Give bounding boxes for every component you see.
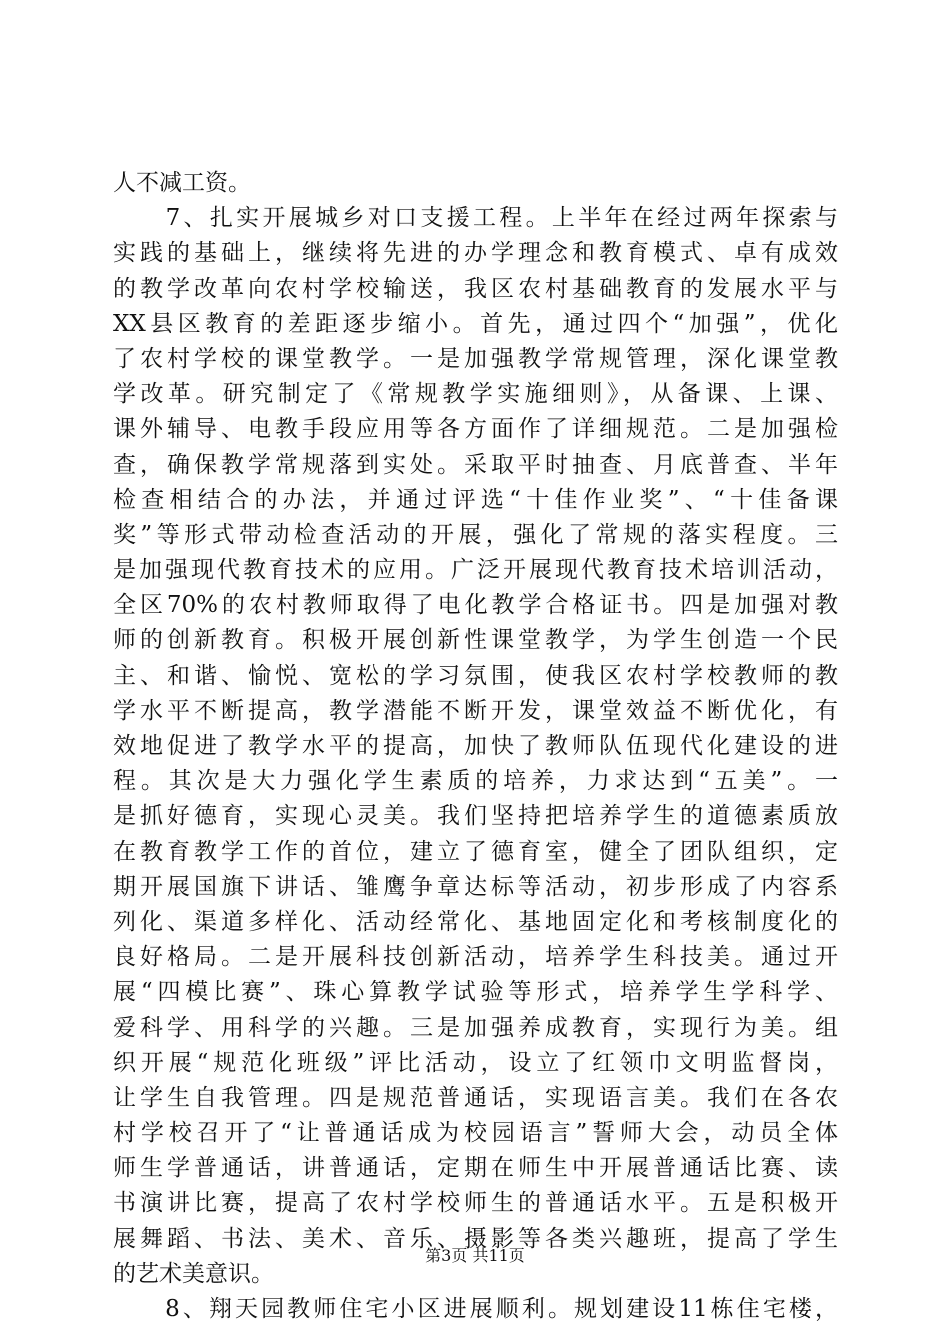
text-line: 村学校召开了“让普通话成为校园语言”誓师大会，动员全体	[113, 1120, 838, 1147]
text-line: 程。其次是大力强化学生素质的培养，力求达到“五美”。一	[113, 768, 838, 795]
text-line: 展舞蹈、书法、美术、音乐、摄影等各类兴趣班，提高了学生	[113, 1225, 838, 1252]
text-line: 列化、渠道多样化、活动经常化、基地固定化和考核制度化的	[113, 908, 838, 935]
body-text	[113, 166, 838, 1327]
text-line: 学改革。研究制定了《常规教学实施细则》，从备课、上课、	[113, 381, 838, 408]
text-line: 期开展国旗下讲话、雏鹰争章达标等活动，初步形成了内容系	[113, 873, 838, 900]
text-line: 在教育教学工作的首位，建立了德育室，健全了团队组织，定	[113, 838, 838, 865]
text-line: 书演讲比赛，提高了农村学校师生的普通话水平。五是积极开	[113, 1190, 838, 1217]
text-line: XX县区教育的差距逐步缩小。首先，通过四个“加强”，优化	[113, 310, 838, 337]
text-line: 是抓好德育，实现心灵美。我们坚持把培养学生的道德素质放	[113, 803, 838, 830]
text-line: 爱科学、用科学的兴趣。三是加强养成教育，实现行为美。组	[113, 1014, 838, 1041]
text-line: 的艺术美意识。	[113, 1260, 274, 1287]
text-line: 检查相结合的办法，并通过评选“十佳作业奖”、“十佳备课	[113, 486, 838, 513]
text-line: 展“四模比赛”、珠心算教学试验等形式，培养学生学科学、	[113, 979, 838, 1006]
text-line: 全区70%的农村教师取得了电化教学合格证书。四是加强对教	[113, 592, 838, 619]
text-line: 8、翔天园教师住宅小区进展顺利。规划建设11栋住宅楼，	[113, 1296, 838, 1322]
text-line: 让学生自我管理。四是规范普通话，实现语言美。我们在各农	[113, 1084, 838, 1111]
text-line: 7、扎实开展城乡对口支援工程。上半年在经过两年探索与	[113, 205, 838, 232]
text-line: 的教学改革向农村学校输送，我区农村基础教育的发展水平与	[113, 275, 838, 302]
text-line: 主、和谐、愉悦、宽松的学习氛围，使我区农村学校教师的教	[113, 662, 838, 689]
text-line: 查，确保教学常规落到实处。采取平时抽查、月底普查、半年	[113, 451, 838, 478]
text-line: 良好格局。二是开展科技创新活动，培养学生科技美。通过开	[113, 944, 838, 971]
text-line: 织开展“规范化班级”评比活动，设立了红领巾文明监督岗，	[113, 1049, 838, 1076]
text-line: 课外辅导、电教手段应用等各方面作了详细规范。二是加强检	[113, 416, 838, 443]
text-line: 实践的基础上，继续将先进的办学理念和教育模式、卓有成效	[113, 240, 838, 267]
text-line: 效地促进了教学水平的提高，加快了教师队伍现代化建设的进	[113, 733, 838, 759]
text-line: 了农村学校的课堂教学。一是加强教学常规管理，深化课堂教	[113, 345, 838, 372]
text-line: 师生学普通话，讲普通话，定期在师生中开展普通话比赛、读	[113, 1155, 838, 1182]
page-footer: 第3页 共11页	[425, 1246, 525, 1265]
text-line: 奖”等形式带动检查活动的开展，强化了常规的落实程度。三	[113, 521, 838, 548]
text-line: 是加强现代教育技术的应用。广泛开展现代教育技术培训活动，	[113, 557, 838, 584]
text-line: 师的创新教育。积极开展创新性课堂教学，为学生创造一个民	[113, 627, 838, 654]
text-line: 学水平不断提高，教学潜能不断开发，课堂效益不断优化，有	[113, 697, 838, 724]
text-line: 人不减工资。	[113, 170, 251, 196]
